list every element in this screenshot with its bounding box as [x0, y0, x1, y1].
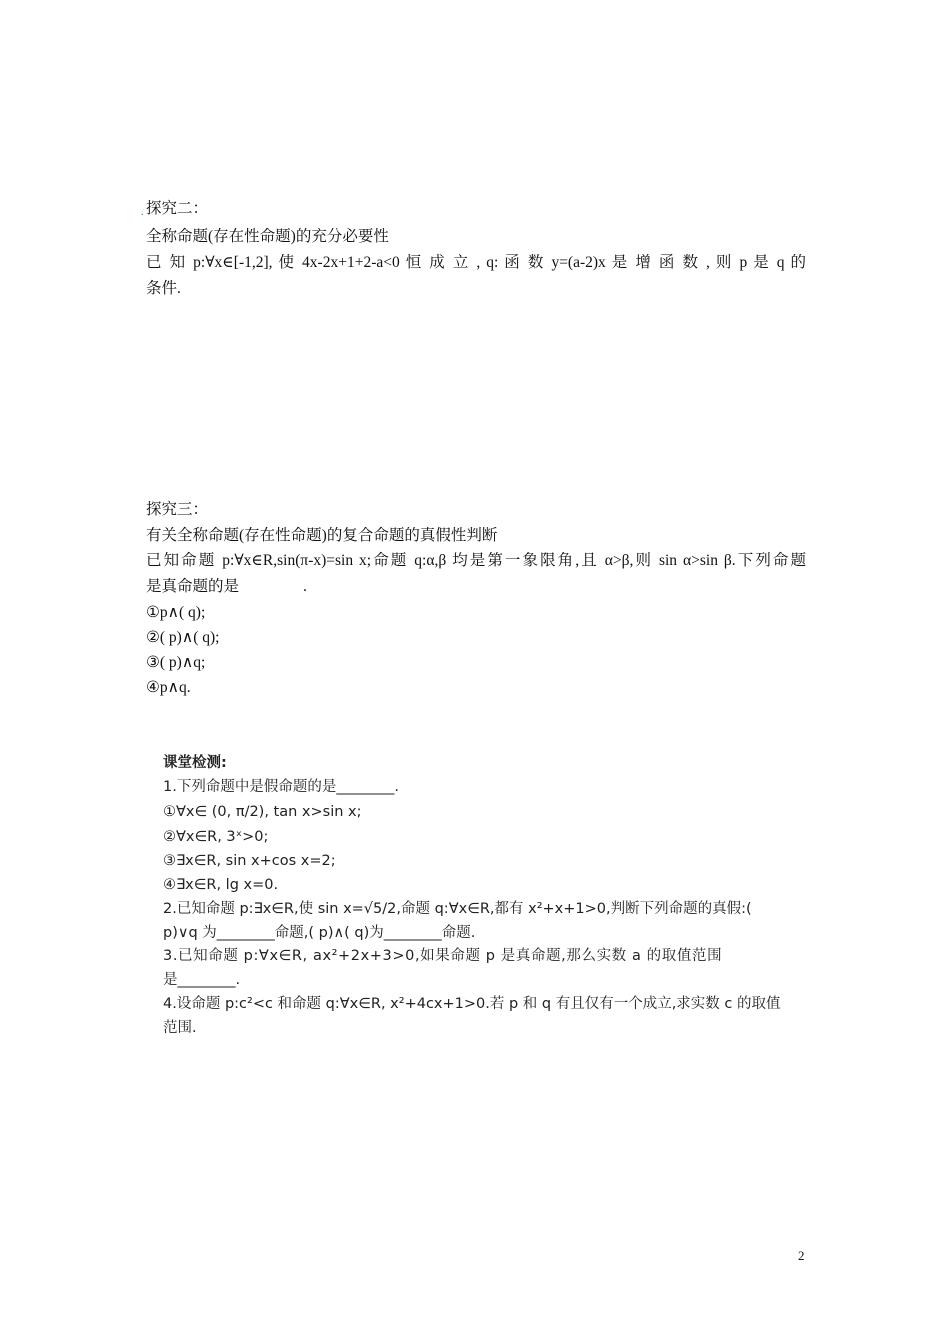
check-q1-option-1: ①∀x∈ (0, π/2), tan x>sin x; — [163, 804, 362, 820]
section3-problem-line1: 已知命题 p:∀x∈R,sin(π-x)=sin x;命题 q:α,β 均是第一象限角,且 α>β,则 sin α>sin β.下列命题 — [146, 552, 806, 569]
problem-line2-period: . — [303, 578, 307, 595]
check-q2-line2: p)∨q 为________命题,( p)∧( q)为________命题. — [163, 925, 476, 941]
option-3: ③( p)∧q; — [146, 654, 206, 671]
section2-heading-text: 探究二： — [146, 200, 209, 217]
check-q4-line2: 范围. — [163, 1020, 197, 1036]
problem-line2-text: 是真命题的是 — [146, 578, 240, 595]
section3-subheading: 有关全称命题(存在性命题)的复合命题的真假性判断 — [146, 527, 498, 544]
option-1: ①p∧( q); — [146, 604, 206, 621]
option-4: ④p∧q. — [146, 679, 191, 696]
check-q1-option-4: ④∃x∈R, lg x=0. — [163, 877, 279, 893]
section2-subheading: 全称命题(存在性命题)的充分必要性 — [146, 228, 389, 245]
section3-heading: 探究三： — [146, 501, 209, 518]
option-2: ②( p)∧( q); — [146, 629, 220, 646]
check-q1: 1.下列命题中是假命题的是________. — [163, 779, 399, 795]
check-q2-line1: 2.已知命题 p:∃x∈R,使 sin x=√5/2,命题 q:∀x∈R,都有 x²+x+1>0,判断下列命题的真假:( — [163, 901, 752, 917]
check-q4-line1: 4.设命题 p:c²<c 和命题 q:∀x∈R, x²+4cx+1>0.若 p 和 q 有且仅有一个成立,求实数 c 的取值 — [163, 996, 781, 1012]
section3-problem-line2 — [146, 577, 307, 597]
check-q3-line1: 3.已知命题 p:∀x∈R, ax²+2x+3>0,如果命题 p 是真命题,那么实数 a 的取值范围 — [163, 948, 723, 964]
section2-problem-line2: 条件. — [146, 280, 181, 297]
check-title: 课堂检测: — [163, 755, 227, 771]
check-q3-line2: 是________. — [163, 972, 241, 988]
page-number: 2 — [798, 1248, 805, 1263]
section2-heading — [141, 199, 209, 219]
section2-problem-line1: 已 知 p:∀x∈[-1,2], 使 4x-2x+1+2-a<0 恒 成 立 , q: 函 数 y=(a-2)x 是 增 函 数 , 则 p 是 q 的 — [146, 254, 806, 271]
check-q1-option-3: ③∃x∈R, sin x+cos x=2; — [163, 853, 336, 869]
check-q1-option-2: ②∀x∈R, 3ˣ>0; — [163, 829, 269, 845]
edit-marker: . — [141, 207, 144, 218]
